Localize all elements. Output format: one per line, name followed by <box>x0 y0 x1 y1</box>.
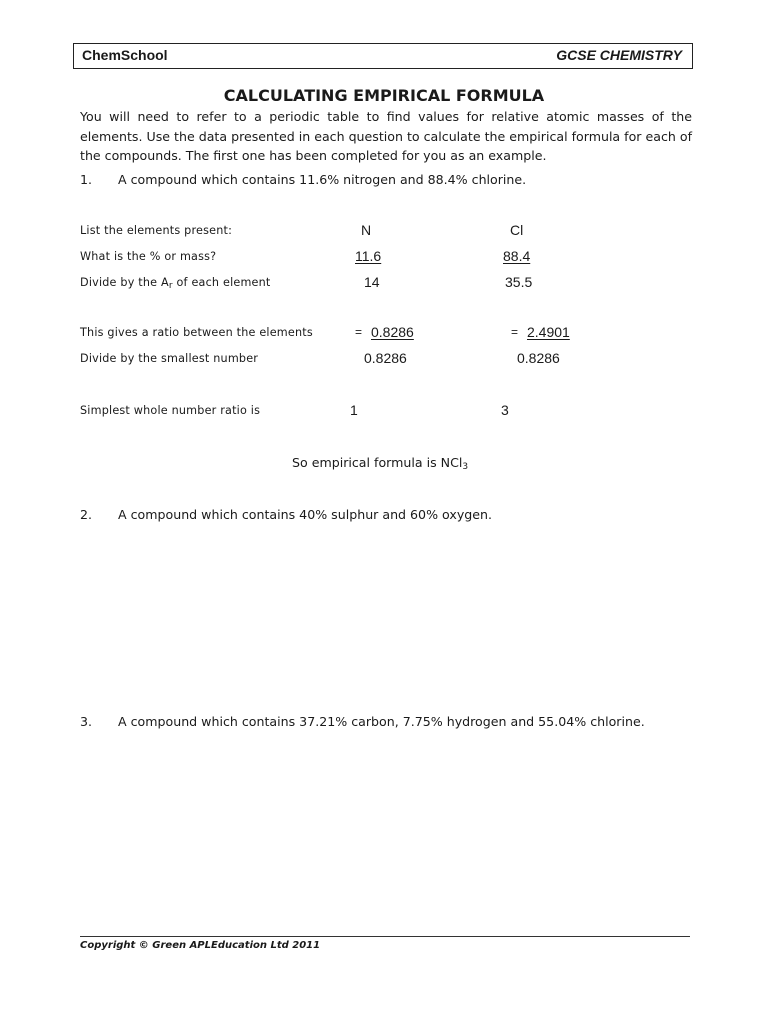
question-2-text: A compound which contains 40% sulphur and 60% oxygen. <box>118 507 492 522</box>
row-ratio-label: This gives a ratio between the elements <box>80 326 313 339</box>
row-whole-ratio-a: 1 <box>350 402 358 418</box>
row-ratio-b: 2.4901 <box>527 324 570 340</box>
row-ratio-a: 0.8286 <box>371 324 414 340</box>
row-divide-ar-label: Divide by the $A_r$ of each element <box>80 276 271 291</box>
footer-copyright: Copyright © Green APLEducation Ltd 2011 <box>80 940 321 951</box>
row-percent-label: What is the % or mass? <box>80 250 217 263</box>
row-smallest-b: 0.8286 <box>517 350 560 366</box>
row-divide-ar-b: 35.5 <box>505 274 533 290</box>
row-elements-a: N <box>361 222 372 238</box>
row-divide-ar-a: 14 <box>364 274 380 290</box>
question-2-number: 2. <box>80 507 93 522</box>
row-percent-a: 11.6 <box>355 248 382 264</box>
row-smallest-a: 0.8286 <box>364 350 407 366</box>
page-title: CALCULATING EMPIRICAL FORMULA <box>223 86 545 105</box>
question-3-number: 3. <box>80 714 93 729</box>
empirical-formula-result: So empirical formula is NCl$_3$ <box>292 455 469 472</box>
footer-divider <box>80 936 690 937</box>
row-elements-b: Cl <box>510 222 524 238</box>
row-elements-label: List the elements present: <box>80 224 233 237</box>
header-subject: GCSE CHEMISTRY <box>556 47 682 63</box>
row-smallest-label: Divide by the smallest number <box>80 352 259 365</box>
header-school: ChemSchool <box>82 47 168 63</box>
header-box <box>73 43 693 69</box>
row-ratio-eq-b: = <box>511 325 519 339</box>
question-1-number: 1. <box>80 172 93 187</box>
row-whole-ratio-label: Simplest whole number ratio is <box>80 404 261 417</box>
row-ratio-eq-a: = <box>355 325 363 339</box>
row-whole-ratio-b: 3 <box>501 402 509 418</box>
question-1-text: A compound which contains 11.6% nitrogen and 88.4% chlorine. <box>118 172 527 187</box>
question-3-text: A compound which contains 37.21% carbon, 7.75% hydrogen and 55.04% chlorine. <box>118 714 645 729</box>
row-percent-b: 88.4 <box>503 248 531 264</box>
intro-paragraph: You will need to refer to a periodic table to find values for relative atomic masses of the elements. Use the data presented in each question to calculate the empirical formula for each of the compounds. The first one has been completed for you as an example. <box>80 109 692 163</box>
